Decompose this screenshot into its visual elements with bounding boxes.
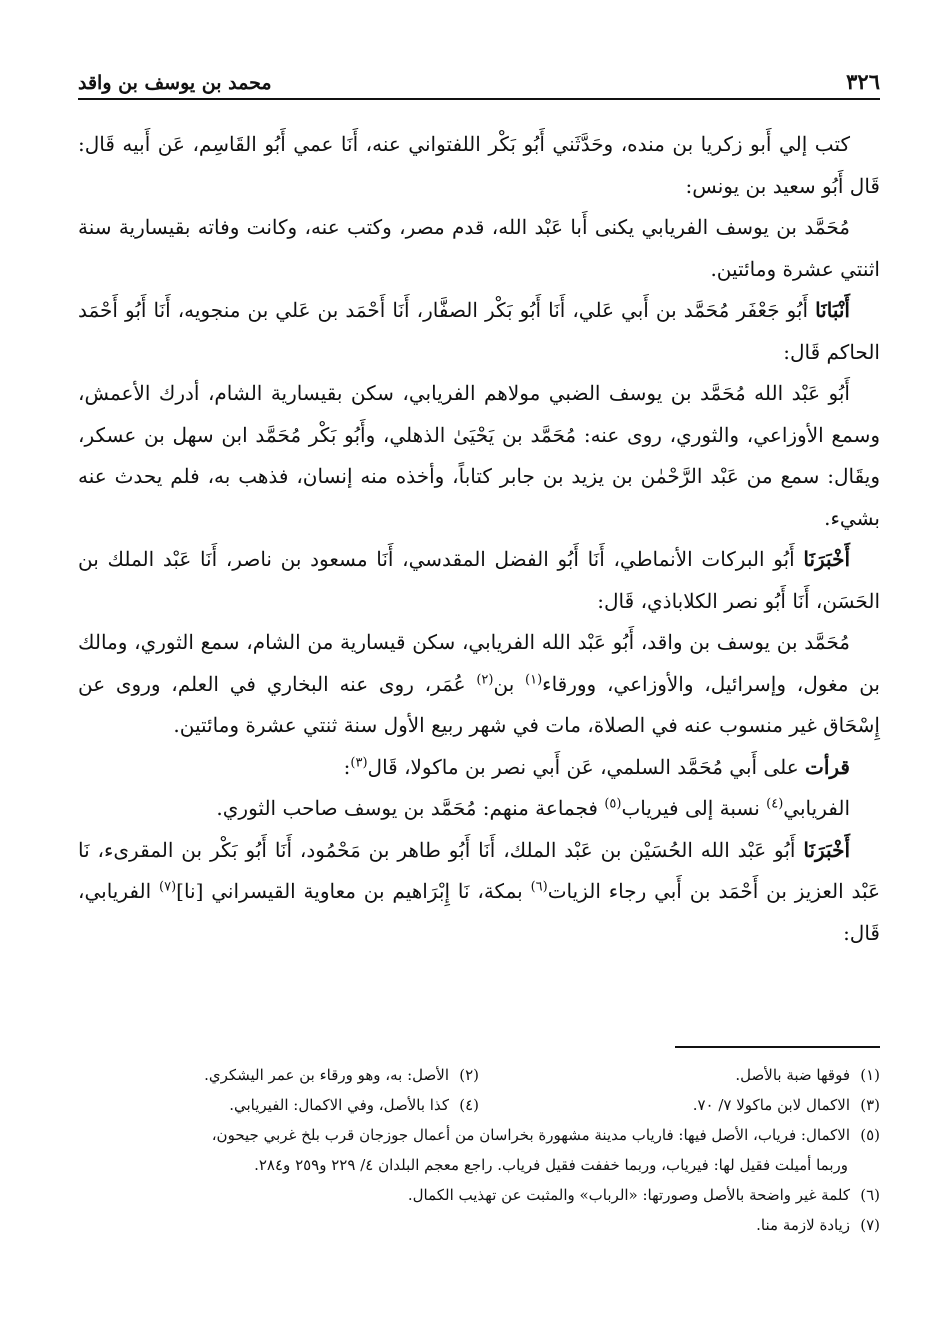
paragraph: أَبُو عَبْد الله مُحَمَّد بن يوسف الضبي مولاهم الفريابي، سكن بقيسارية الشام، أدرك الأعمش، وسمع الأوزاعي، والثوري، روى عنه: مُحَمَّد بن يَحْيَىٰ الذهلي، وأَبُو بَكْر مُحَمَّد ابن سهل بن عسكر، ويقَال: سمع من عَبْد الرَّحْمٰن بن يزيد بن جابر كتاباً، وأخذه منه إنسان، فذهب به، فلم يحدث عنه بشيء.	[78, 381, 880, 530]
header-rule	[78, 98, 880, 100]
footnote-ref[interactable]: (٤)	[766, 796, 784, 812]
footnote-ref[interactable]: (٣)	[350, 754, 368, 770]
footnote-row	[78, 1060, 880, 1090]
running-title: محمد بن يوسف بن واقد	[78, 72, 272, 94]
paragraph: الفريابي$^{(٤)}$ نسبة إلى فيرياب$^{(٥)}$ فجماعة منهم: مُحَمَّد بن يوسف صاحب الثوري.	[216, 796, 850, 820]
main-text	[78, 124, 880, 954]
paragraph: قرأت على أَبي مُحَمَّد السلمي، عَن أَبي نصر بن ماكولا، قَال$^{(٣)}$:	[343, 754, 850, 779]
paragraph: أَنْبَانَا أَبُو جَعْفَر مُحَمَّد بن أَبي عَلي، أَنَا أَبُو بَكْر الصفَّار، أَنَا أَحْمَد بن عَلي بن منجويه، أَنَا أَبُو أَحْمَد الحاكم قَال:	[78, 298, 880, 364]
isnad-lead: أَخْبَرَنَا	[803, 547, 850, 571]
paragraph: مُحَمَّد بن يوسف بن واقد، أَبُو عَبْد الله الفريابي، سكن قيسارية من الشام، سمع الثوري، ومالك بن مغول، وإسرائيل، والأوزاعي، وورقاء$^{(١)}$ بن$^{(٢)}$ عُمَر، روى عنه البخاري في العلم، وروى عن إِسْحَاق غير منسوب عنه في الصلاة، مات في شهر ربيع الأول سنة ثنتي عشرة ومائتين.	[78, 630, 880, 737]
footnote-ref[interactable]: (٧)	[159, 879, 177, 895]
footnote: (٢)الأصل: به، وهو ورقاء بن عمر اليشكري.	[204, 1066, 479, 1084]
paragraph: أَخْبَرَنَا أَبُو البركات الأنماطي، أَنَا أَبُو الفضل المقدسي، أَنَا مسعود بن ناصر، أَنَا عَبْد الملك بن الحَسَن، أَنَا أَبُو نصر الكلاباذي، قَال:	[78, 547, 880, 613]
footnote-ref[interactable]: (٥)	[604, 796, 622, 812]
paragraph: كتب إلي أَبو زكريا بن منده، وحَدَّثَني أَبُو بَكْر اللفتواني عنه، أَنَا عمي أَبُو القَاسِم، عَن أَبيه قَال: قَال أَبُو سعيد بن يونس:	[78, 132, 880, 198]
footnote: (٣)الاكمال لابن ماكولا ٧/ ٧٠.	[692, 1096, 880, 1114]
footnote-ref[interactable]: (٢)	[476, 671, 494, 687]
paragraph: أَخْبَرَنَا أَبُو عَبْد الله الحُسَيْن بن عَبْد الملك، أَنَا أَبُو طاهر بن مَحْمُود، أَنَا أَبُو بَكْر بن المقرىء، نَا عَبْد العزيز بن أَحْمَد بن أَبي رجاء الزيات$^{(٦)}$ بمكة، نَا إِبْرَاهيم بن معاوية القيسراني [نا]$^{(٧)}$ الفريابي، قَال:	[78, 837, 881, 945]
footnote-ref[interactable]: (٦)	[530, 879, 548, 895]
footnote: (٥)الاكمال: فرياب، الأصل فيها: فارياب مدينة مشهورة بخراسان من أعمال جوزجان قرب بلخ غربي جيحون، وربما أميلت فقيل لها: فيرياب، وربما خففت فقيل فرياب. راجع معجم البلدان ٤/ ٢٢٩ و٢٥٩ و٢٨٤.	[211, 1126, 880, 1174]
footnote: (٤)كذا بالأصل، وفي الاكمال: الفيريابي.	[229, 1096, 479, 1114]
footnote-rule	[675, 1046, 880, 1048]
isnad-lead: قرأت	[805, 754, 850, 779]
footnote-row	[78, 1090, 880, 1120]
isnad-lead: أَنْبَانَا	[815, 298, 850, 322]
footnote: (١)فوقها ضبة بالأصل.	[735, 1066, 880, 1084]
page-number: ٣٢٦	[846, 69, 880, 94]
paragraph: مُحَمَّد بن يوسف الفريابي يكنى أَبا عَبْد الله، قدم مصر، وكتب عنه، وكانت وفاته بقيسارية سنة اثنتي عشرة ومائتين.	[78, 215, 880, 281]
footnotes	[78, 1060, 880, 1240]
footnote: (٦)كلمة غير واضحة بالأصل وصورتها: «الرباب» والمثبت عن تهذيب الكمال.	[407, 1186, 880, 1204]
isnad-lead: أَخْبَرَنَا	[803, 837, 850, 862]
page-header	[78, 60, 880, 94]
footnote-ref[interactable]: (١)	[525, 671, 543, 687]
footnote: (٧)زيادة لازمة منا.	[756, 1216, 880, 1234]
